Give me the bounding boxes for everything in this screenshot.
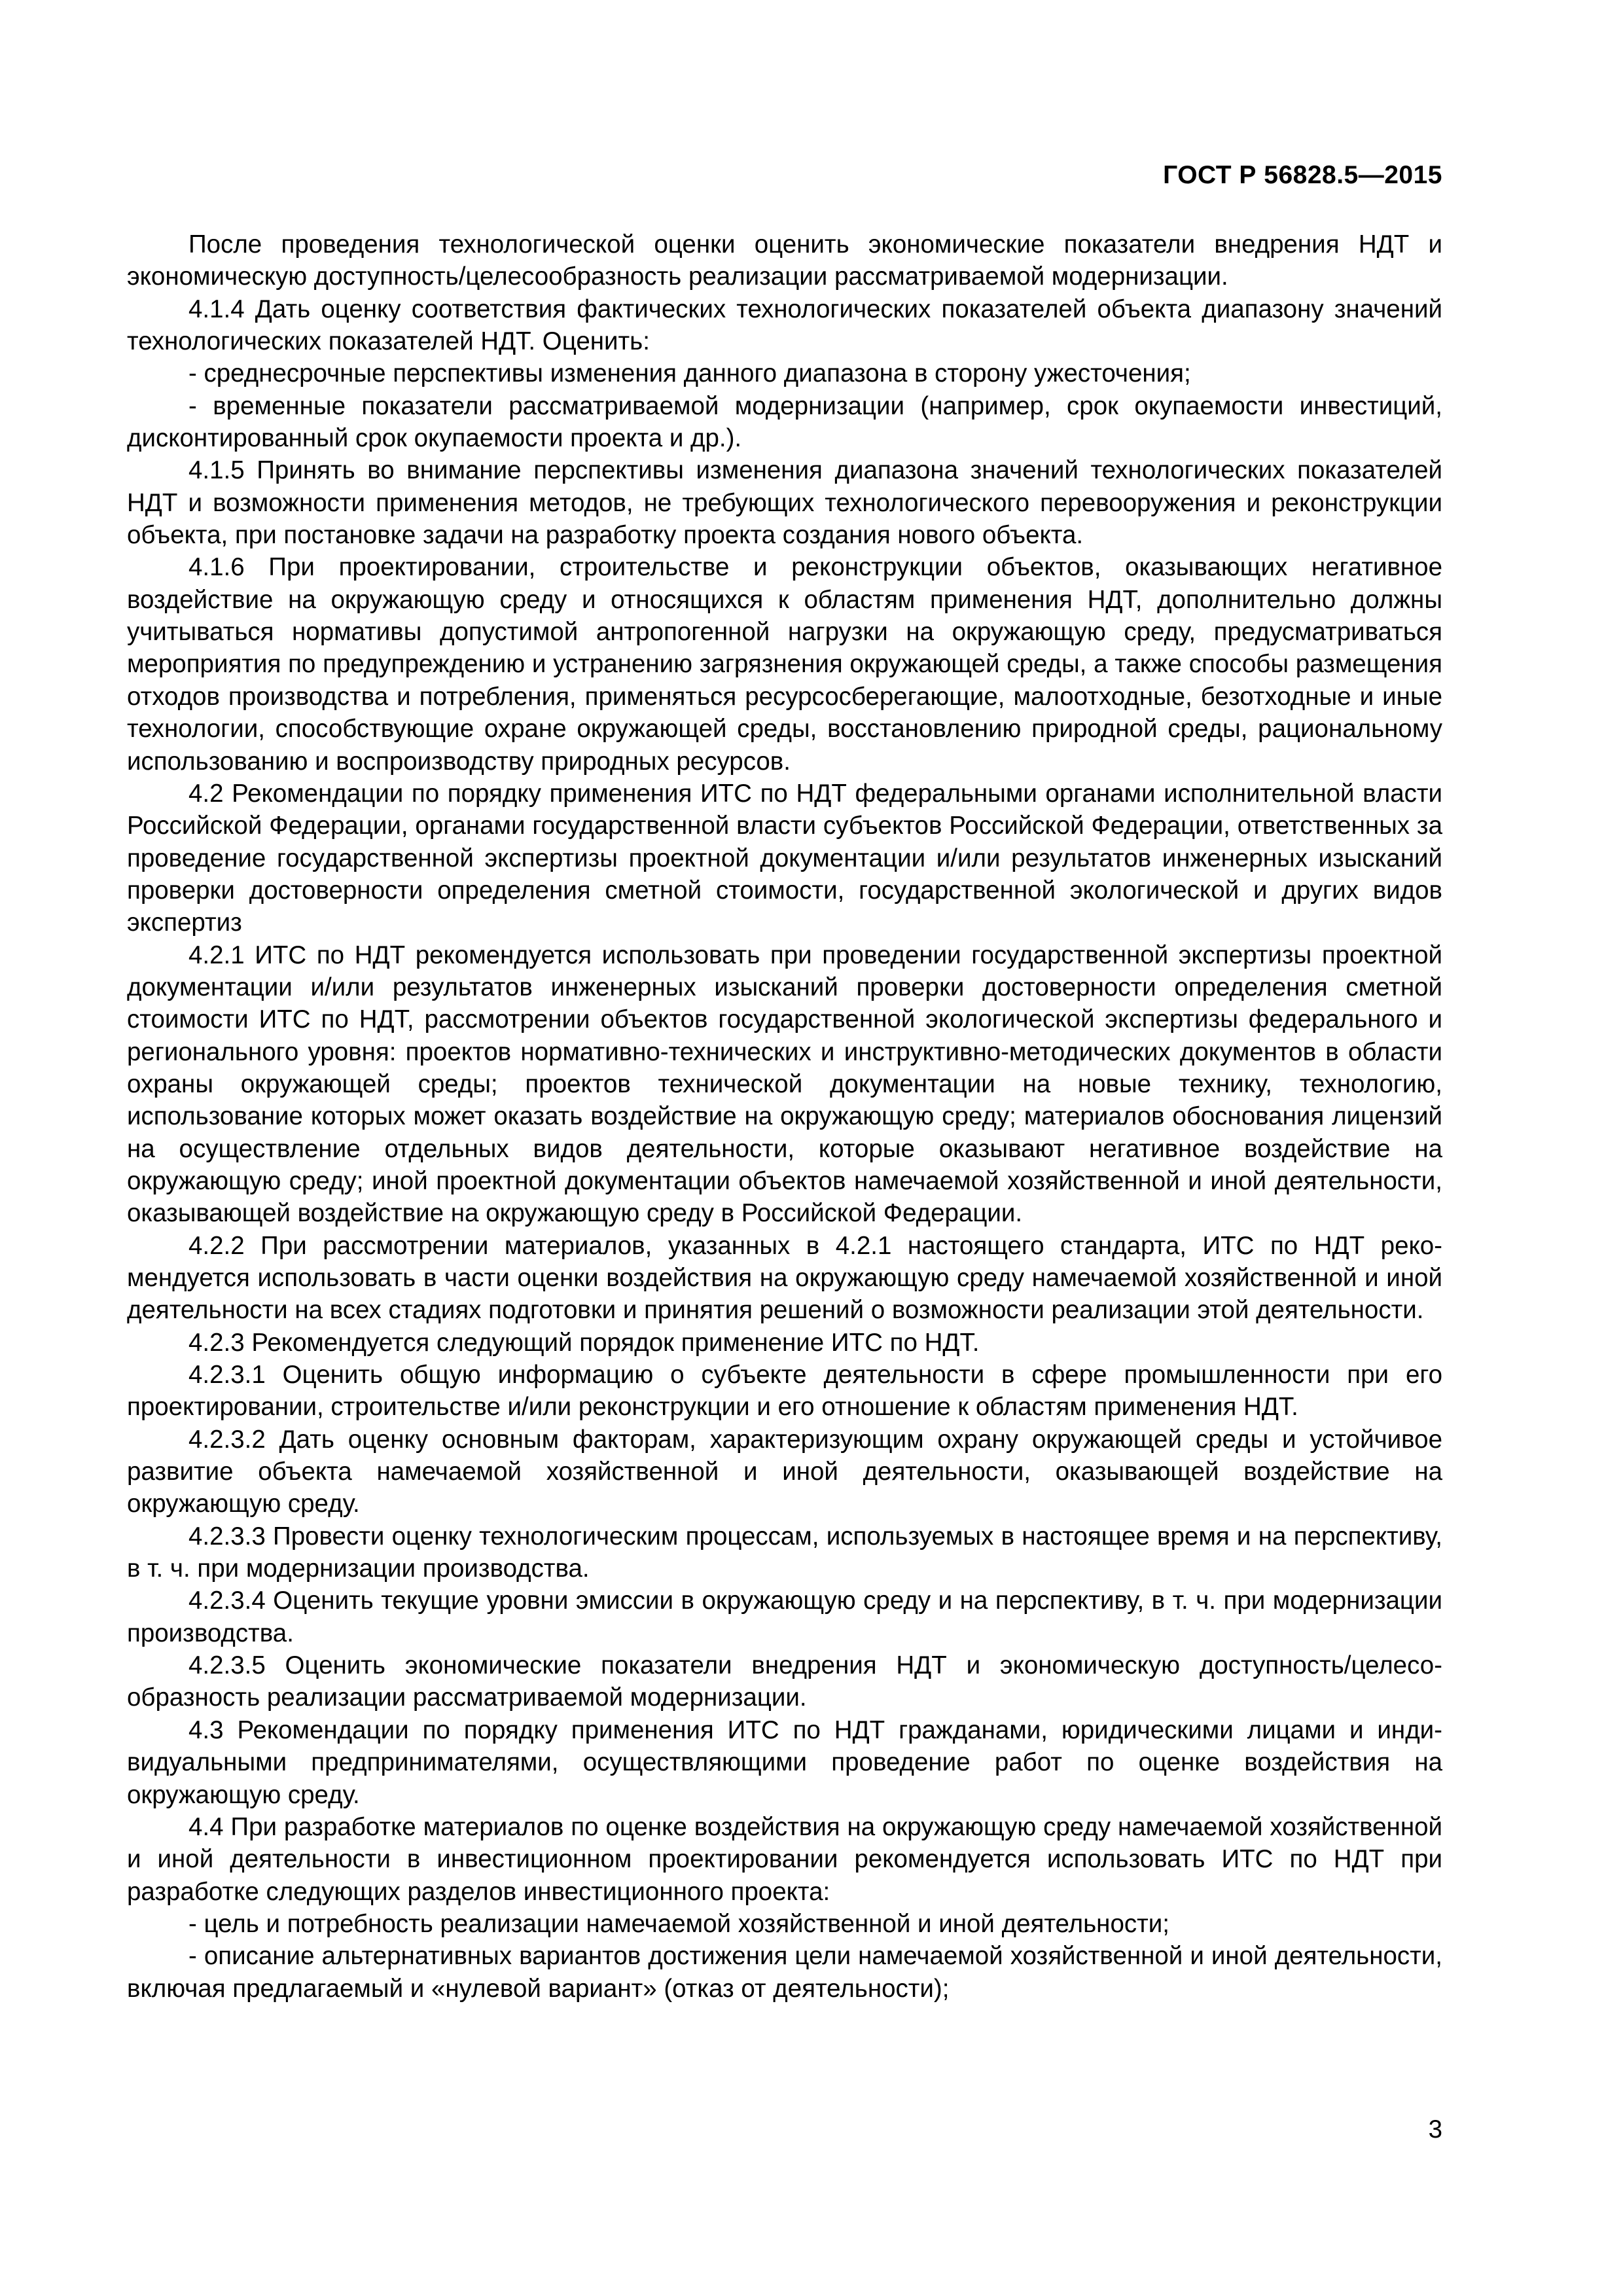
document-body bbox=[127, 228, 1442, 2005]
list-item: - среднесрочные перспективы изменения данного диапазона в сторону ужесточения; bbox=[188, 359, 1191, 388]
paragraph: 4.2.3.4 Оценить текущие уровни эмиссии в окружающую среду и на перспективу, в т. ч. при модернизации производства. bbox=[127, 1587, 1442, 1647]
paragraph: 4.3 Рекомендации по порядку применения ИТС по НДТ гражданами, юридическими лицами и индивидуальными предпринимателями, осуществляющими проведение работ по оценке воздействия на окружающую среду. bbox=[127, 1715, 1442, 1809]
paragraph: 4.2.3 Рекомендуется следующий порядок применение ИТС по НДТ. bbox=[188, 1328, 980, 1357]
paragraph: 4.2 Рекомендации по порядку применения ИТС по НДТ федеральными органами исполнительной власти Российской Федерации, органами государственной власти субъектов Российской Федерации, ответственных за проведение государственной экспертизы проектной документации и/или результатов инженерных изысканий проверки достоверности определения сметной стоимости, государственной экологической и других видов экспертиз bbox=[127, 779, 1442, 937]
paragraph: 4.1.4 Дать оценку соответствия фактических технологических показателей объекта диапазону значений технологических показателей НДТ. Оценить: bbox=[127, 295, 1442, 356]
page-number: 3 bbox=[1428, 2115, 1442, 2144]
paragraph: 4.2.3.1 Оценить общую информацию о субъекте деятельности в сфере промышленности при его проектировании, строительстве и/или реконструкции и его отношение к областям применения НДТ. bbox=[127, 1361, 1442, 1422]
list-item: - цель и потребность реализации намечаемой хозяйственной и иной деятельности; bbox=[188, 1909, 1169, 1938]
paragraph: 4.2.3.5 Оценить экономические показатели внедрения НДТ и экономическую доступность/целесообразность реализации рассматриваемой модернизации. bbox=[127, 1651, 1442, 1712]
paragraph: После проведения технологической оценки оценить экономические показатели внедрения НДТ и экономическую доступность/целесообразность реализации рассматриваемой модернизации. bbox=[127, 230, 1442, 291]
document-code-header: ГОСТ Р 56828.5—2015 bbox=[1163, 161, 1442, 189]
paragraph: 4.1.5 Принять во внимание перспективы изменения диапазона значений технологических показателей НДТ и возможности применения методов, не требующих технологического перевооружения и реконструкции объекта, при постановке задачи на разработку проекта создания нового объекта. bbox=[127, 456, 1442, 550]
paragraph: 4.2.3.2 Дать оценку основным факторам, характеризующим охрану окружающей среды и устойчивое развитие объекта намечаемой хозяйственной и иной деятельности, оказывающей воздействие на окружающую среду. bbox=[127, 1425, 1442, 1518]
paragraph: 4.1.6 При проектировании, строительстве и реконструкции объектов, оказывающих негативное воздействие на окружающую среду и относящихся к областям применения НДТ, дополнительно должны учитываться нормативы допустимой антропогенной нагрузки на окружающую среду, предусматриваться мероприятия по предупреждению и устранению загрязнения окружающей среды, а также способы размещения отходов производства и потребления, применяться ресурсосберегающие, малоотходные, безотходные и иные технологии, способствующие охране окружающей среды, восстановлению природной среды, рациональному использованию и воспроизводству природных ресурсов. bbox=[127, 553, 1442, 776]
list-item: - описание альтернативных вариантов достижения цели намечаемой хозяйственной и иной деятельности, включая предлагаемый и «нулевой вариант» (отказ от деятельности); bbox=[127, 1942, 1442, 2003]
paragraph: 4.2.1 ИТС по НДТ рекомендуется использовать при проведении государственной экспертизы проектной документации и/или результатов инженерных изысканий проверки достоверности определения сметной стоимости ИТС по НДТ, рассмотрении объектов государственной экологической экспертизы федерального и регионального уровня: проектов нормативно-технических и инструктивно-методических документов в области охраны окружающей среды; проектов технической документации на новые технику, технологию, использование которых может оказать воздействие на окружающую среду; материалов обоснования лицензий на осуществление отдельных видов деятельности, которые оказывают негативное воздействие на окружающую среду; иной проектной документации объектов намечаемой хозяйственной и иной деятельности, оказывающей воздействие на окружающую среду в Российской Федерации. bbox=[127, 941, 1442, 1228]
list-item: - временные показатели рассматриваемой модернизации (например, срок окупаемости инвестиций, дисконтированный срок окупаемости проекта и др.). bbox=[127, 391, 1442, 453]
paragraph: 4.2.3.3 Провести оценку технологическим процессам, используемых в настоящее время и на перспективу, в т. ч. при модернизации производства. bbox=[127, 1522, 1442, 1583]
paragraph: 4.4 При разработке материалов по оценке воздействия на окружающую среду намечаемой хозяйственной и иной деятельности в инвестиционном проектировании рекомендуется использовать ИТС по НДТ при разработке следующих разделов инвестиционного проекта: bbox=[127, 1812, 1442, 1906]
paragraph: 4.2.2 При рассмотрении материалов, указанных в 4.2.1 настоящего стандарта, ИТС по НДТ рекомендуется использовать в части оценки воздействия на окружающую среду намечаемой хозяйственной и иной деятельности на всех стадиях подготовки и принятия решений о возможности реализации этой деятельности. bbox=[127, 1231, 1442, 1325]
